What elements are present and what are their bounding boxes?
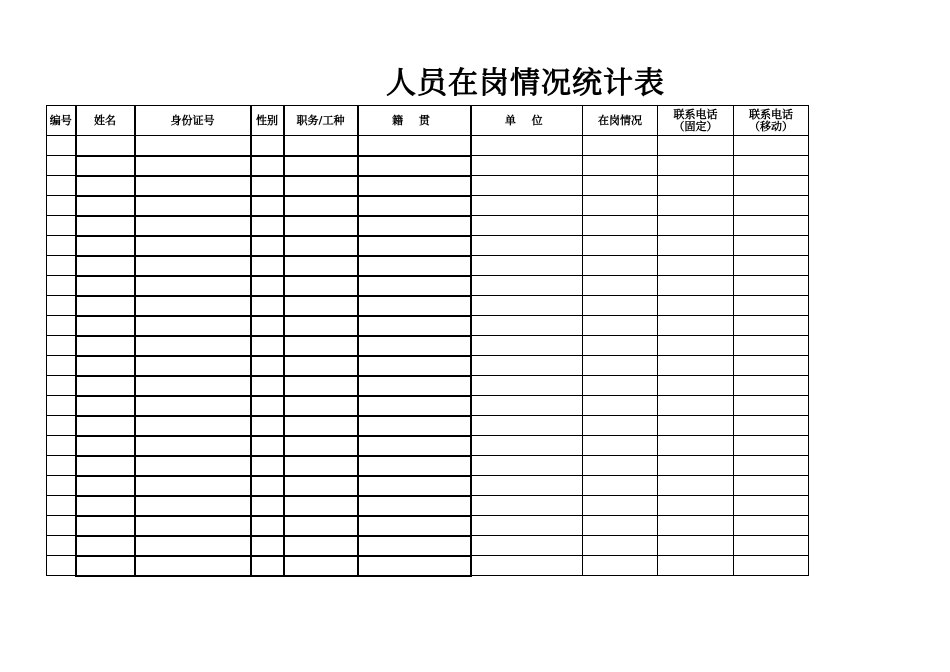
table-cell-no[interactable] bbox=[47, 196, 76, 216]
table-cell-status[interactable] bbox=[583, 376, 658, 396]
table-cell-native_place[interactable] bbox=[358, 456, 471, 476]
table-cell-native_place[interactable] bbox=[358, 216, 471, 236]
table-cell-native_place[interactable] bbox=[358, 536, 471, 556]
table-cell-native_place[interactable] bbox=[358, 296, 471, 316]
table-cell-status[interactable] bbox=[583, 136, 658, 156]
table-cell-phone_mobile[interactable] bbox=[734, 216, 809, 236]
table-row bbox=[47, 516, 809, 536]
table-cell-position[interactable] bbox=[284, 316, 358, 336]
table-cell-gender[interactable] bbox=[251, 176, 284, 196]
table-row bbox=[47, 176, 809, 196]
table-cell-status[interactable] bbox=[583, 536, 658, 556]
table-cell-id_card[interactable] bbox=[135, 536, 251, 556]
table-cell-id_card[interactable] bbox=[135, 216, 251, 236]
table-cell-unit[interactable] bbox=[471, 236, 583, 256]
table-cell-no[interactable] bbox=[47, 376, 76, 396]
table-cell-id_card[interactable] bbox=[135, 316, 251, 336]
table-cell-id_card[interactable] bbox=[135, 136, 251, 156]
table-cell-position[interactable] bbox=[284, 416, 358, 436]
table-cell-no[interactable] bbox=[47, 456, 76, 476]
table-cell-id_card[interactable] bbox=[135, 196, 251, 216]
table-cell-name[interactable] bbox=[76, 416, 135, 436]
table-cell-no[interactable] bbox=[47, 216, 76, 236]
table-cell-id_card[interactable] bbox=[135, 336, 251, 356]
table-cell-phone_fixed[interactable] bbox=[658, 476, 734, 496]
table-cell-no[interactable] bbox=[47, 296, 76, 316]
table-cell-status[interactable] bbox=[583, 496, 658, 516]
table-cell-unit[interactable] bbox=[471, 516, 583, 536]
table-cell-position[interactable] bbox=[284, 176, 358, 196]
table-cell-status[interactable] bbox=[583, 556, 658, 576]
table-cell-unit[interactable] bbox=[471, 456, 583, 476]
table-cell-id_card[interactable] bbox=[135, 396, 251, 416]
table-cell-phone_fixed[interactable] bbox=[658, 336, 734, 356]
table-cell-phone_mobile[interactable] bbox=[734, 236, 809, 256]
table-cell-name[interactable] bbox=[76, 176, 135, 196]
table-cell-name[interactable] bbox=[76, 516, 135, 536]
table-cell-native_place[interactable] bbox=[358, 316, 471, 336]
table-cell-gender[interactable] bbox=[251, 136, 284, 156]
table-cell-position[interactable] bbox=[284, 476, 358, 496]
table-cell-position[interactable] bbox=[284, 456, 358, 476]
table-cell-native_place[interactable] bbox=[358, 556, 471, 576]
table-cell-no[interactable] bbox=[47, 416, 76, 436]
table-cell-phone_fixed[interactable] bbox=[658, 436, 734, 456]
table-row bbox=[47, 476, 809, 496]
table-cell-status[interactable] bbox=[583, 516, 658, 536]
table-cell-name[interactable] bbox=[76, 236, 135, 256]
table-cell-native_place[interactable] bbox=[358, 476, 471, 496]
table-cell-name[interactable] bbox=[76, 196, 135, 216]
table-cell-native_place[interactable] bbox=[358, 136, 471, 156]
table-cell-phone_mobile[interactable] bbox=[734, 456, 809, 476]
table-cell-unit[interactable] bbox=[471, 416, 583, 436]
table-cell-position[interactable] bbox=[284, 196, 358, 216]
table-cell-position[interactable] bbox=[284, 496, 358, 516]
table-cell-no[interactable] bbox=[47, 436, 76, 456]
table-cell-gender[interactable] bbox=[251, 476, 284, 496]
table-cell-position[interactable] bbox=[284, 276, 358, 296]
table-cell-name[interactable] bbox=[76, 256, 135, 276]
table-cell-native_place[interactable] bbox=[358, 336, 471, 356]
table-cell-native_place[interactable] bbox=[358, 516, 471, 536]
table-cell-no[interactable] bbox=[47, 396, 76, 416]
table-cell-native_place[interactable] bbox=[358, 256, 471, 276]
table-cell-gender[interactable] bbox=[251, 516, 284, 536]
table-cell-phone_fixed[interactable] bbox=[658, 316, 734, 336]
table-cell-name[interactable] bbox=[76, 396, 135, 416]
table-cell-status[interactable] bbox=[583, 456, 658, 476]
table-cell-phone_mobile[interactable] bbox=[734, 516, 809, 536]
table-cell-native_place[interactable] bbox=[358, 176, 471, 196]
table-cell-name[interactable] bbox=[76, 536, 135, 556]
table-cell-status[interactable] bbox=[583, 316, 658, 336]
table-cell-name[interactable] bbox=[76, 136, 135, 156]
table-cell-unit[interactable] bbox=[471, 356, 583, 376]
table-cell-unit[interactable] bbox=[471, 396, 583, 416]
table-cell-no[interactable] bbox=[47, 236, 76, 256]
table-cell-phone_fixed[interactable] bbox=[658, 376, 734, 396]
table-cell-no[interactable] bbox=[47, 336, 76, 356]
table-cell-position[interactable] bbox=[284, 216, 358, 236]
table-cell-name[interactable] bbox=[76, 436, 135, 456]
table-cell-name[interactable] bbox=[76, 356, 135, 376]
table-cell-phone_fixed[interactable] bbox=[658, 176, 734, 196]
table-cell-native_place[interactable] bbox=[358, 396, 471, 416]
table-row bbox=[47, 256, 809, 276]
table-cell-no[interactable] bbox=[47, 256, 76, 276]
table-cell-phone_mobile[interactable] bbox=[734, 556, 809, 576]
table-cell-name[interactable] bbox=[76, 456, 135, 476]
table-cell-phone_mobile[interactable] bbox=[734, 476, 809, 496]
table-cell-unit[interactable] bbox=[471, 136, 583, 156]
table-row bbox=[47, 296, 809, 316]
table-cell-unit[interactable] bbox=[471, 536, 583, 556]
table-cell-name[interactable] bbox=[76, 476, 135, 496]
table-cell-phone_fixed[interactable] bbox=[658, 136, 734, 156]
table-cell-status[interactable] bbox=[583, 416, 658, 436]
table-cell-no[interactable] bbox=[47, 536, 76, 556]
table-cell-phone_fixed[interactable] bbox=[658, 496, 734, 516]
table-cell-name[interactable] bbox=[76, 336, 135, 356]
table-cell-phone_fixed[interactable] bbox=[658, 296, 734, 316]
table-cell-phone_fixed[interactable] bbox=[658, 356, 734, 376]
column-header-native-place: 籍 贯 bbox=[358, 106, 471, 136]
table-cell-id_card[interactable] bbox=[135, 356, 251, 376]
table-cell-native_place[interactable] bbox=[358, 356, 471, 376]
table-cell-name[interactable] bbox=[76, 156, 135, 176]
table-cell-position[interactable] bbox=[284, 396, 358, 416]
table-cell-gender[interactable] bbox=[251, 436, 284, 456]
table-cell-position[interactable] bbox=[284, 236, 358, 256]
staff-table bbox=[46, 105, 809, 577]
table-cell-position[interactable] bbox=[284, 356, 358, 376]
table-row bbox=[47, 236, 809, 256]
table-cell-position[interactable] bbox=[284, 136, 358, 156]
table-cell-no[interactable] bbox=[47, 496, 76, 516]
table-cell-id_card[interactable] bbox=[135, 416, 251, 436]
table-cell-phone_fixed[interactable] bbox=[658, 556, 734, 576]
table-cell-gender[interactable] bbox=[251, 396, 284, 416]
table-cell-native_place[interactable] bbox=[358, 416, 471, 436]
column-header-phone-mobile: 联系电话 （移动） bbox=[734, 106, 809, 136]
table-cell-position[interactable] bbox=[284, 536, 358, 556]
table-cell-phone_mobile[interactable] bbox=[734, 316, 809, 336]
table-cell-phone_fixed[interactable] bbox=[658, 396, 734, 416]
table-cell-unit[interactable] bbox=[471, 476, 583, 496]
table-cell-position[interactable] bbox=[284, 376, 358, 396]
table-cell-unit[interactable] bbox=[471, 256, 583, 276]
table-row bbox=[47, 436, 809, 456]
table-cell-status[interactable] bbox=[583, 216, 658, 236]
table-cell-id_card[interactable] bbox=[135, 556, 251, 576]
table-cell-gender[interactable] bbox=[251, 336, 284, 356]
table-cell-phone_mobile[interactable] bbox=[734, 336, 809, 356]
table-cell-phone_fixed[interactable] bbox=[658, 156, 734, 176]
table-cell-phone_fixed[interactable] bbox=[658, 216, 734, 236]
table-cell-phone_mobile[interactable] bbox=[734, 376, 809, 396]
table-cell-id_card[interactable] bbox=[135, 276, 251, 296]
table-cell-id_card[interactable] bbox=[135, 256, 251, 276]
table-cell-phone_fixed[interactable] bbox=[658, 456, 734, 476]
table-cell-no[interactable] bbox=[47, 176, 76, 196]
table-cell-status[interactable] bbox=[583, 336, 658, 356]
table-cell-status[interactable] bbox=[583, 356, 658, 376]
table-cell-id_card[interactable] bbox=[135, 516, 251, 536]
table-cell-native_place[interactable] bbox=[358, 196, 471, 216]
table-cell-no[interactable] bbox=[47, 356, 76, 376]
table-cell-unit[interactable] bbox=[471, 276, 583, 296]
table-cell-gender[interactable] bbox=[251, 416, 284, 436]
table-cell-id_card[interactable] bbox=[135, 296, 251, 316]
table-cell-phone_fixed[interactable] bbox=[658, 276, 734, 296]
table-cell-no[interactable] bbox=[47, 516, 76, 536]
table-cell-phone_mobile[interactable] bbox=[734, 256, 809, 276]
table-cell-unit[interactable] bbox=[471, 376, 583, 396]
table-row bbox=[47, 316, 809, 336]
table-cell-phone_mobile[interactable] bbox=[734, 396, 809, 416]
table-row bbox=[47, 376, 809, 396]
table-cell-gender[interactable] bbox=[251, 276, 284, 296]
table-cell-gender[interactable] bbox=[251, 556, 284, 576]
table-cell-id_card[interactable] bbox=[135, 176, 251, 196]
table-cell-phone_fixed[interactable] bbox=[658, 516, 734, 536]
table-cell-phone_mobile[interactable] bbox=[734, 436, 809, 456]
table-cell-phone_mobile[interactable] bbox=[734, 416, 809, 436]
table-cell-status[interactable] bbox=[583, 476, 658, 496]
table-cell-gender[interactable] bbox=[251, 156, 284, 176]
column-header-position: 职务/工种 bbox=[284, 106, 358, 136]
table-cell-position[interactable] bbox=[284, 436, 358, 456]
table-cell-unit[interactable] bbox=[471, 316, 583, 336]
table-cell-status[interactable] bbox=[583, 236, 658, 256]
table-cell-gender[interactable] bbox=[251, 256, 284, 276]
table-cell-phone_mobile[interactable] bbox=[734, 536, 809, 556]
table-cell-gender[interactable] bbox=[251, 296, 284, 316]
table-cell-gender[interactable] bbox=[251, 456, 284, 476]
table-cell-phone_mobile[interactable] bbox=[734, 496, 809, 516]
table-cell-status[interactable] bbox=[583, 436, 658, 456]
table-cell-phone_fixed[interactable] bbox=[658, 416, 734, 436]
table-cell-gender[interactable] bbox=[251, 536, 284, 556]
table-cell-no[interactable] bbox=[47, 476, 76, 496]
table-cell-position[interactable] bbox=[284, 256, 358, 276]
column-header-status: 在岗情况 bbox=[583, 106, 658, 136]
table-row bbox=[47, 336, 809, 356]
header-row bbox=[47, 106, 809, 136]
table-cell-unit[interactable] bbox=[471, 176, 583, 196]
table-cell-no[interactable] bbox=[47, 156, 76, 176]
table-cell-unit[interactable] bbox=[471, 496, 583, 516]
table-row bbox=[47, 416, 809, 436]
table-cell-name[interactable] bbox=[76, 316, 135, 336]
table-cell-gender[interactable] bbox=[251, 236, 284, 256]
table-cell-phone_fixed[interactable] bbox=[658, 236, 734, 256]
table-cell-gender[interactable] bbox=[251, 196, 284, 216]
table-cell-status[interactable] bbox=[583, 196, 658, 216]
table-row bbox=[47, 536, 809, 556]
table-cell-id_card[interactable] bbox=[135, 376, 251, 396]
table-cell-phone_mobile[interactable] bbox=[734, 156, 809, 176]
table-cell-id_card[interactable] bbox=[135, 156, 251, 176]
table-cell-unit[interactable] bbox=[471, 156, 583, 176]
table-cell-position[interactable] bbox=[284, 556, 358, 576]
table-cell-phone_mobile[interactable] bbox=[734, 296, 809, 316]
table-cell-name[interactable] bbox=[76, 496, 135, 516]
table-row bbox=[47, 456, 809, 476]
table-cell-status[interactable] bbox=[583, 156, 658, 176]
table-cell-position[interactable] bbox=[284, 156, 358, 176]
table-cell-gender[interactable] bbox=[251, 496, 284, 516]
column-header-no: 编号 bbox=[47, 106, 76, 136]
table-cell-position[interactable] bbox=[284, 296, 358, 316]
table-cell-gender[interactable] bbox=[251, 356, 284, 376]
table-cell-phone_fixed[interactable] bbox=[658, 256, 734, 276]
table-row bbox=[47, 496, 809, 516]
table-cell-status[interactable] bbox=[583, 296, 658, 316]
table-cell-status[interactable] bbox=[583, 396, 658, 416]
table-cell-no[interactable] bbox=[47, 276, 76, 296]
table-cell-unit[interactable] bbox=[471, 336, 583, 356]
table-cell-unit[interactable] bbox=[471, 436, 583, 456]
table-row bbox=[47, 276, 809, 296]
table-cell-gender[interactable] bbox=[251, 316, 284, 336]
table-cell-status[interactable] bbox=[583, 176, 658, 196]
column-header-unit: 单 位 bbox=[471, 106, 583, 136]
table-cell-name[interactable] bbox=[76, 556, 135, 576]
table-cell-gender[interactable] bbox=[251, 216, 284, 236]
table-cell-phone_mobile[interactable] bbox=[734, 196, 809, 216]
table-row bbox=[47, 136, 809, 156]
table-cell-name[interactable] bbox=[76, 376, 135, 396]
table-body bbox=[47, 136, 809, 576]
column-header-name: 姓名 bbox=[76, 106, 135, 136]
table-cell-id_card[interactable] bbox=[135, 476, 251, 496]
table-cell-phone_mobile[interactable] bbox=[734, 176, 809, 196]
table-cell-unit[interactable] bbox=[471, 556, 583, 576]
table-cell-no[interactable] bbox=[47, 136, 76, 156]
table-cell-status[interactable] bbox=[583, 276, 658, 296]
table-cell-id_card[interactable] bbox=[135, 236, 251, 256]
table-cell-native_place[interactable] bbox=[358, 236, 471, 256]
table-cell-unit[interactable] bbox=[471, 296, 583, 316]
table-cell-gender[interactable] bbox=[251, 376, 284, 396]
table-cell-position[interactable] bbox=[284, 516, 358, 536]
table-cell-phone_mobile[interactable] bbox=[734, 356, 809, 376]
table-cell-position[interactable] bbox=[284, 336, 358, 356]
table-cell-phone_mobile[interactable] bbox=[734, 276, 809, 296]
table-cell-native_place[interactable] bbox=[358, 156, 471, 176]
table-row bbox=[47, 196, 809, 216]
page-title: 人员在岗情况统计表 bbox=[386, 66, 665, 101]
table-row bbox=[47, 156, 809, 176]
table-cell-phone_fixed[interactable] bbox=[658, 536, 734, 556]
table-cell-no[interactable] bbox=[47, 556, 76, 576]
table-cell-id_card[interactable] bbox=[135, 496, 251, 516]
table-cell-id_card[interactable] bbox=[135, 436, 251, 456]
table-cell-no[interactable] bbox=[47, 316, 76, 336]
table-cell-native_place[interactable] bbox=[358, 496, 471, 516]
table-cell-phone_mobile[interactable] bbox=[734, 136, 809, 156]
table-cell-native_place[interactable] bbox=[358, 436, 471, 456]
table-cell-native_place[interactable] bbox=[358, 276, 471, 296]
column-header-id-card: 身份证号 bbox=[135, 106, 251, 136]
column-header-gender: 性别 bbox=[251, 106, 284, 136]
column-header-phone-fixed: 联系电话 （固定） bbox=[658, 106, 734, 136]
table-cell-unit[interactable] bbox=[471, 216, 583, 236]
table-cell-name[interactable] bbox=[76, 296, 135, 316]
table-cell-native_place[interactable] bbox=[358, 376, 471, 396]
table-cell-id_card[interactable] bbox=[135, 456, 251, 476]
table-row bbox=[47, 556, 809, 576]
table-cell-name[interactable] bbox=[76, 276, 135, 296]
table-cell-unit[interactable] bbox=[471, 196, 583, 216]
table-cell-status[interactable] bbox=[583, 256, 658, 276]
table-row bbox=[47, 356, 809, 376]
table-row bbox=[47, 216, 809, 236]
table-row bbox=[47, 396, 809, 416]
table-cell-phone_fixed[interactable] bbox=[658, 196, 734, 216]
table-cell-name[interactable] bbox=[76, 216, 135, 236]
